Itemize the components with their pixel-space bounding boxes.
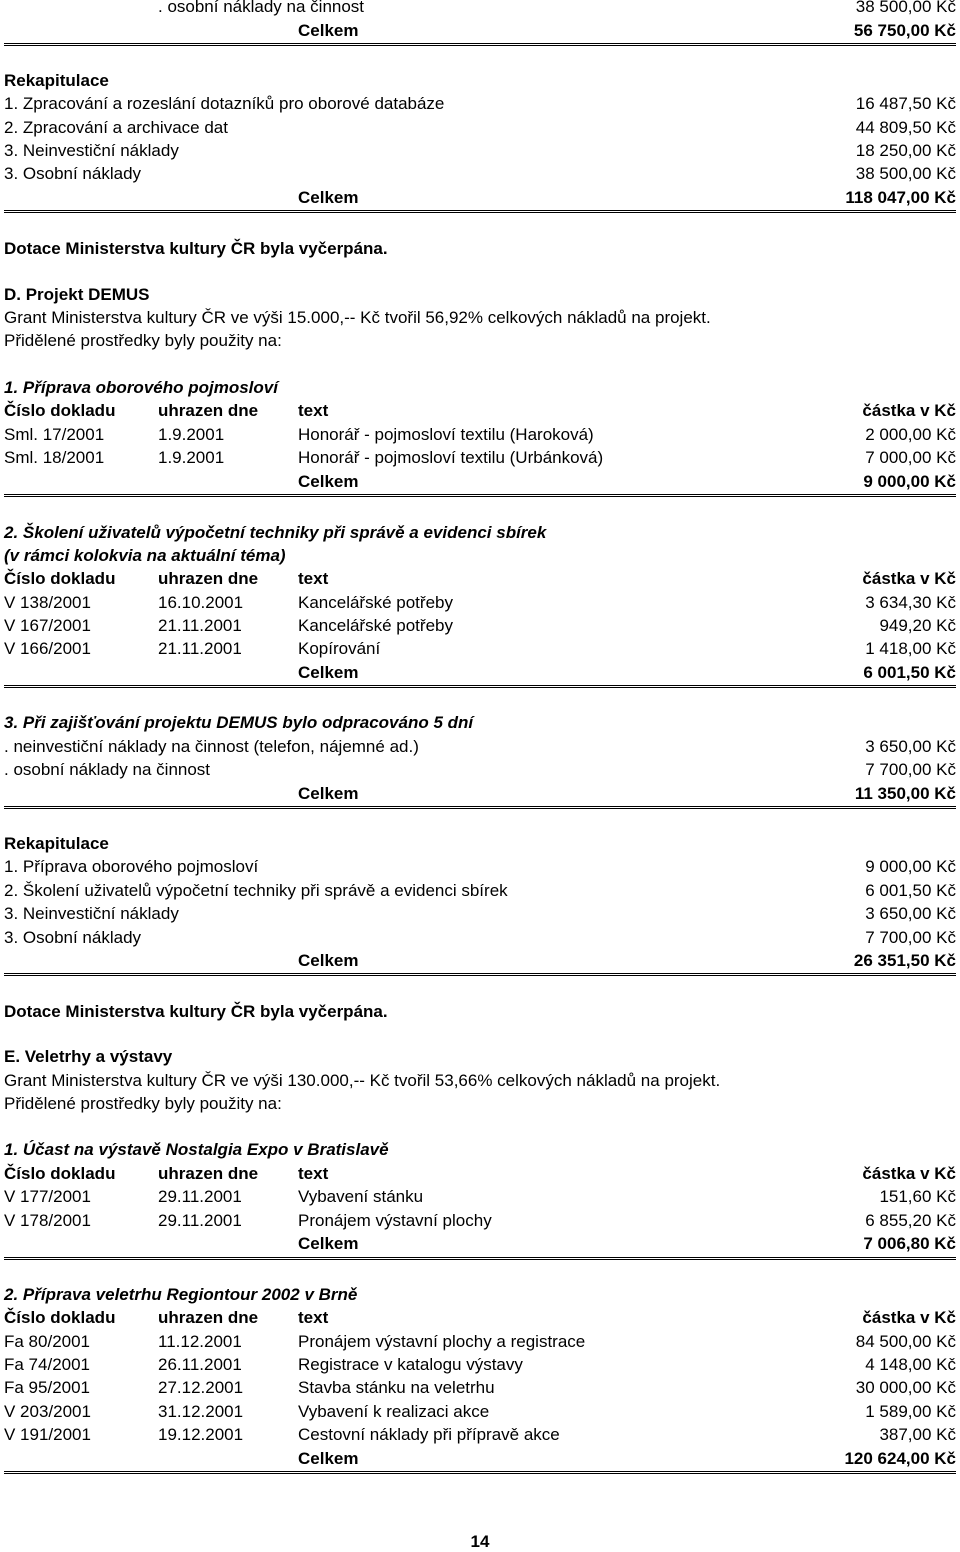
rekap-row-amount: 6 001,50 Kč [865, 881, 956, 900]
col-date: uhrazen dne [158, 1308, 259, 1327]
row-amount: 30 000,00 Kč [855, 1378, 956, 1397]
col-amount: částka v Kč [862, 1308, 956, 1327]
col-text: text [298, 1164, 329, 1183]
rekap-row-amount: 9 000,00 Kč [865, 857, 956, 876]
total-rule [4, 685, 956, 688]
row-text: Honorář - pojmosloví textilu (Haroková) [298, 425, 594, 444]
subsection-subtitle: (v rámci kolokvia na aktuální téma) [4, 546, 286, 565]
rekap-row-amount: 44 809,50 Kč [855, 118, 956, 137]
subsection-title: 3. Při zajišťování projektu DEMUS bylo odpracováno 5 dní [4, 713, 474, 732]
row-date: 27.12.2001 [158, 1378, 244, 1397]
total-rule [4, 494, 956, 497]
item-amount: 38 500,00 Kč [855, 0, 956, 16]
row-text: Kancelářské potřeby [298, 593, 453, 612]
rekap-row-label: 3. Osobní náklady [4, 928, 142, 947]
total-amount: 120 624,00 Kč [844, 1449, 956, 1468]
section-heading: D. Projekt DEMUS [4, 285, 150, 304]
row-date: 29.11.2001 [158, 1187, 242, 1206]
row-amount: 3 634,30 Kč [865, 593, 956, 612]
total-amount: 6 001,50 Kč [863, 663, 956, 682]
col-doc: Číslo dokladu [4, 1164, 116, 1183]
row-date: 1.9.2001 [158, 448, 225, 467]
row-date: 21.11.2001 [158, 639, 242, 658]
row-amount: 1 589,00 Kč [865, 1402, 956, 1421]
row-date: 29.11.2001 [158, 1211, 242, 1230]
used-text: Přidělené prostředky byly použity na: [4, 331, 282, 350]
row-text: Honorář - pojmosloví textilu (Urbánková) [298, 448, 604, 467]
total-amount: 7 006,80 Kč [863, 1234, 956, 1253]
row-amount: 151,60 Kč [879, 1187, 956, 1206]
row-doc: V 167/2001 [4, 616, 91, 635]
row-doc: Fa 80/2001 [4, 1332, 91, 1351]
col-doc: Číslo dokladu [4, 569, 116, 588]
row-text: Kopírování [298, 639, 381, 658]
row-text: Vybavení k realizaci akce [298, 1402, 490, 1421]
section-heading: E. Veletrhy a výstavy [4, 1047, 173, 1066]
rekap-row-amount: 16 487,50 Kč [855, 94, 956, 113]
col-amount: částka v Kč [862, 401, 956, 420]
row-amount: 1 418,00 Kč [865, 639, 956, 658]
cost-amount: 7 700,00 Kč [865, 760, 956, 779]
col-date: uhrazen dne [158, 401, 259, 420]
col-amount: částka v Kč [862, 1164, 956, 1183]
row-text: Pronájem výstavní plochy a registrace [298, 1332, 586, 1351]
rekap-row-label: 2. Školení uživatelů výpočetní techniky při správě a evidenci sbírek [4, 881, 508, 900]
total-label: Celkem [298, 188, 359, 207]
rekap-row-label: 3. Osobní náklady [4, 164, 142, 183]
page-number: 14 [470, 1532, 490, 1551]
row-doc: V 177/2001 [4, 1187, 91, 1206]
row-text: Kancelářské potřeby [298, 616, 453, 635]
row-doc: V 138/2001 [4, 593, 91, 612]
col-date: uhrazen dne [158, 569, 259, 588]
row-amount: 7 000,00 Kč [865, 448, 956, 467]
total-rule [4, 973, 956, 976]
note: Dotace Ministerstva kultury ČR byla vyčerpána. [4, 239, 388, 258]
item-label: . osobní náklady na činnost [158, 0, 365, 16]
total-label: Celkem [298, 663, 359, 682]
row-doc: V 203/2001 [4, 1402, 91, 1421]
row-text: Registrace v katalogu výstavy [298, 1355, 523, 1374]
row-date: 11.12.2001 [158, 1332, 242, 1351]
row-date: 31.12.2001 [158, 1402, 244, 1421]
row-doc: V 191/2001 [4, 1425, 91, 1444]
subsection-title: 1. Příprava oborového pojmosloví [4, 378, 278, 397]
row-doc: V 178/2001 [4, 1211, 91, 1230]
row-text: Cestovní náklady při přípravě akce [298, 1425, 560, 1444]
row-date: 21.11.2001 [158, 616, 242, 635]
total-amount: 26 351,50 Kč [853, 951, 956, 970]
row-amount: 4 148,00 Kč [865, 1355, 956, 1374]
cost-amount: 3 650,00 Kč [865, 737, 956, 756]
row-doc: Fa 95/2001 [4, 1378, 91, 1397]
subsection-title: 2. Příprava veletrhu Regiontour 2002 v Brně [4, 1285, 358, 1304]
total-label: Celkem [298, 472, 359, 491]
row-amount: 387,00 Kč [879, 1425, 956, 1444]
row-doc: V 166/2001 [4, 639, 91, 658]
row-amount: 6 855,20 Kč [865, 1211, 956, 1230]
rekap-row-amount: 38 500,00 Kč [855, 164, 956, 183]
row-amount: 949,20 Kč [879, 616, 956, 635]
total-rule [4, 1257, 956, 1260]
row-amount: 2 000,00 Kč [865, 425, 956, 444]
rekap-row-label: 2. Zpracování a archivace dat [4, 118, 228, 137]
rekap-row-amount: 7 700,00 Kč [865, 928, 956, 947]
col-date: uhrazen dne [158, 1164, 259, 1183]
col-text: text [298, 1308, 329, 1327]
col-amount: částka v Kč [862, 569, 956, 588]
row-date: 19.12.2001 [158, 1425, 244, 1444]
total-rule [4, 43, 956, 46]
rekap-row-label: 3. Neinvestiční náklady [4, 904, 179, 923]
rekap-row-label: 1. Příprava oborového pojmosloví [4, 857, 259, 876]
cost-label: . neinvestiční náklady na činnost (telefon, nájemné ad.) [4, 737, 419, 756]
grant-text: Grant Ministerstva kultury ČR ve výši 130.000,-- Kč tvořil 53,66% celkových nákladů na projekt. [4, 1071, 721, 1090]
row-doc: Fa 74/2001 [4, 1355, 91, 1374]
row-date: 16.10.2001 [158, 593, 244, 612]
subsection-title: 1. Účast na výstavě Nostalgia Expo v Bratislavě [4, 1140, 389, 1159]
grant-text: Grant Ministerstva kultury ČR ve výši 15.000,-- Kč tvořil 56,92% celkových nákladů na projekt. [4, 308, 711, 327]
total-label: Celkem [298, 1449, 359, 1468]
row-amount: 84 500,00 Kč [855, 1332, 956, 1351]
note: Dotace Ministerstva kultury ČR byla vyčerpána. [4, 1002, 388, 1021]
row-date: 26.11.2001 [158, 1355, 242, 1374]
col-doc: Číslo dokladu [4, 401, 116, 420]
row-text: Stavba stánku na veletrhu [298, 1378, 495, 1397]
rekap-title: Rekapitulace [4, 834, 109, 853]
total-label: Celkem [298, 951, 359, 970]
used-text: Přidělené prostředky byly použity na: [4, 1094, 282, 1113]
col-text: text [298, 401, 329, 420]
total-amount: 56 750,00 Kč [853, 21, 956, 40]
total-rule [4, 1471, 956, 1474]
row-date: 1.9.2001 [158, 425, 225, 444]
col-doc: Číslo dokladu [4, 1308, 116, 1327]
rekap-title: Rekapitulace [4, 71, 109, 90]
rekap-row-label: 1. Zpracování a rozeslání dotazníků pro oborové databáze [4, 94, 445, 113]
total-label: Celkem [298, 1234, 359, 1253]
rekap-row-amount: 18 250,00 Kč [855, 141, 956, 160]
row-text: Vybavení stánku [298, 1187, 424, 1206]
total-label: Celkem [298, 21, 359, 40]
row-doc: Sml. 18/2001 [4, 448, 105, 467]
total-amount: 11 350,00 Kč [854, 784, 956, 803]
total-rule [4, 806, 956, 809]
row-doc: Sml. 17/2001 [4, 425, 105, 444]
rekap-row-label: 3. Neinvestiční náklady [4, 141, 179, 160]
total-rule [4, 210, 956, 213]
total-label: Celkem [298, 784, 359, 803]
col-text: text [298, 569, 329, 588]
rekap-row-amount: 3 650,00 Kč [865, 904, 956, 923]
total-amount: 9 000,00 Kč [863, 472, 956, 491]
total-amount: 118 047,00 Kč [845, 188, 956, 207]
row-text: Pronájem výstavní plochy [298, 1211, 492, 1230]
cost-label: . osobní náklady na činnost [4, 760, 211, 779]
subsection-title: 2. Školení uživatelů výpočetní techniky při správě a evidenci sbírek [4, 523, 547, 542]
